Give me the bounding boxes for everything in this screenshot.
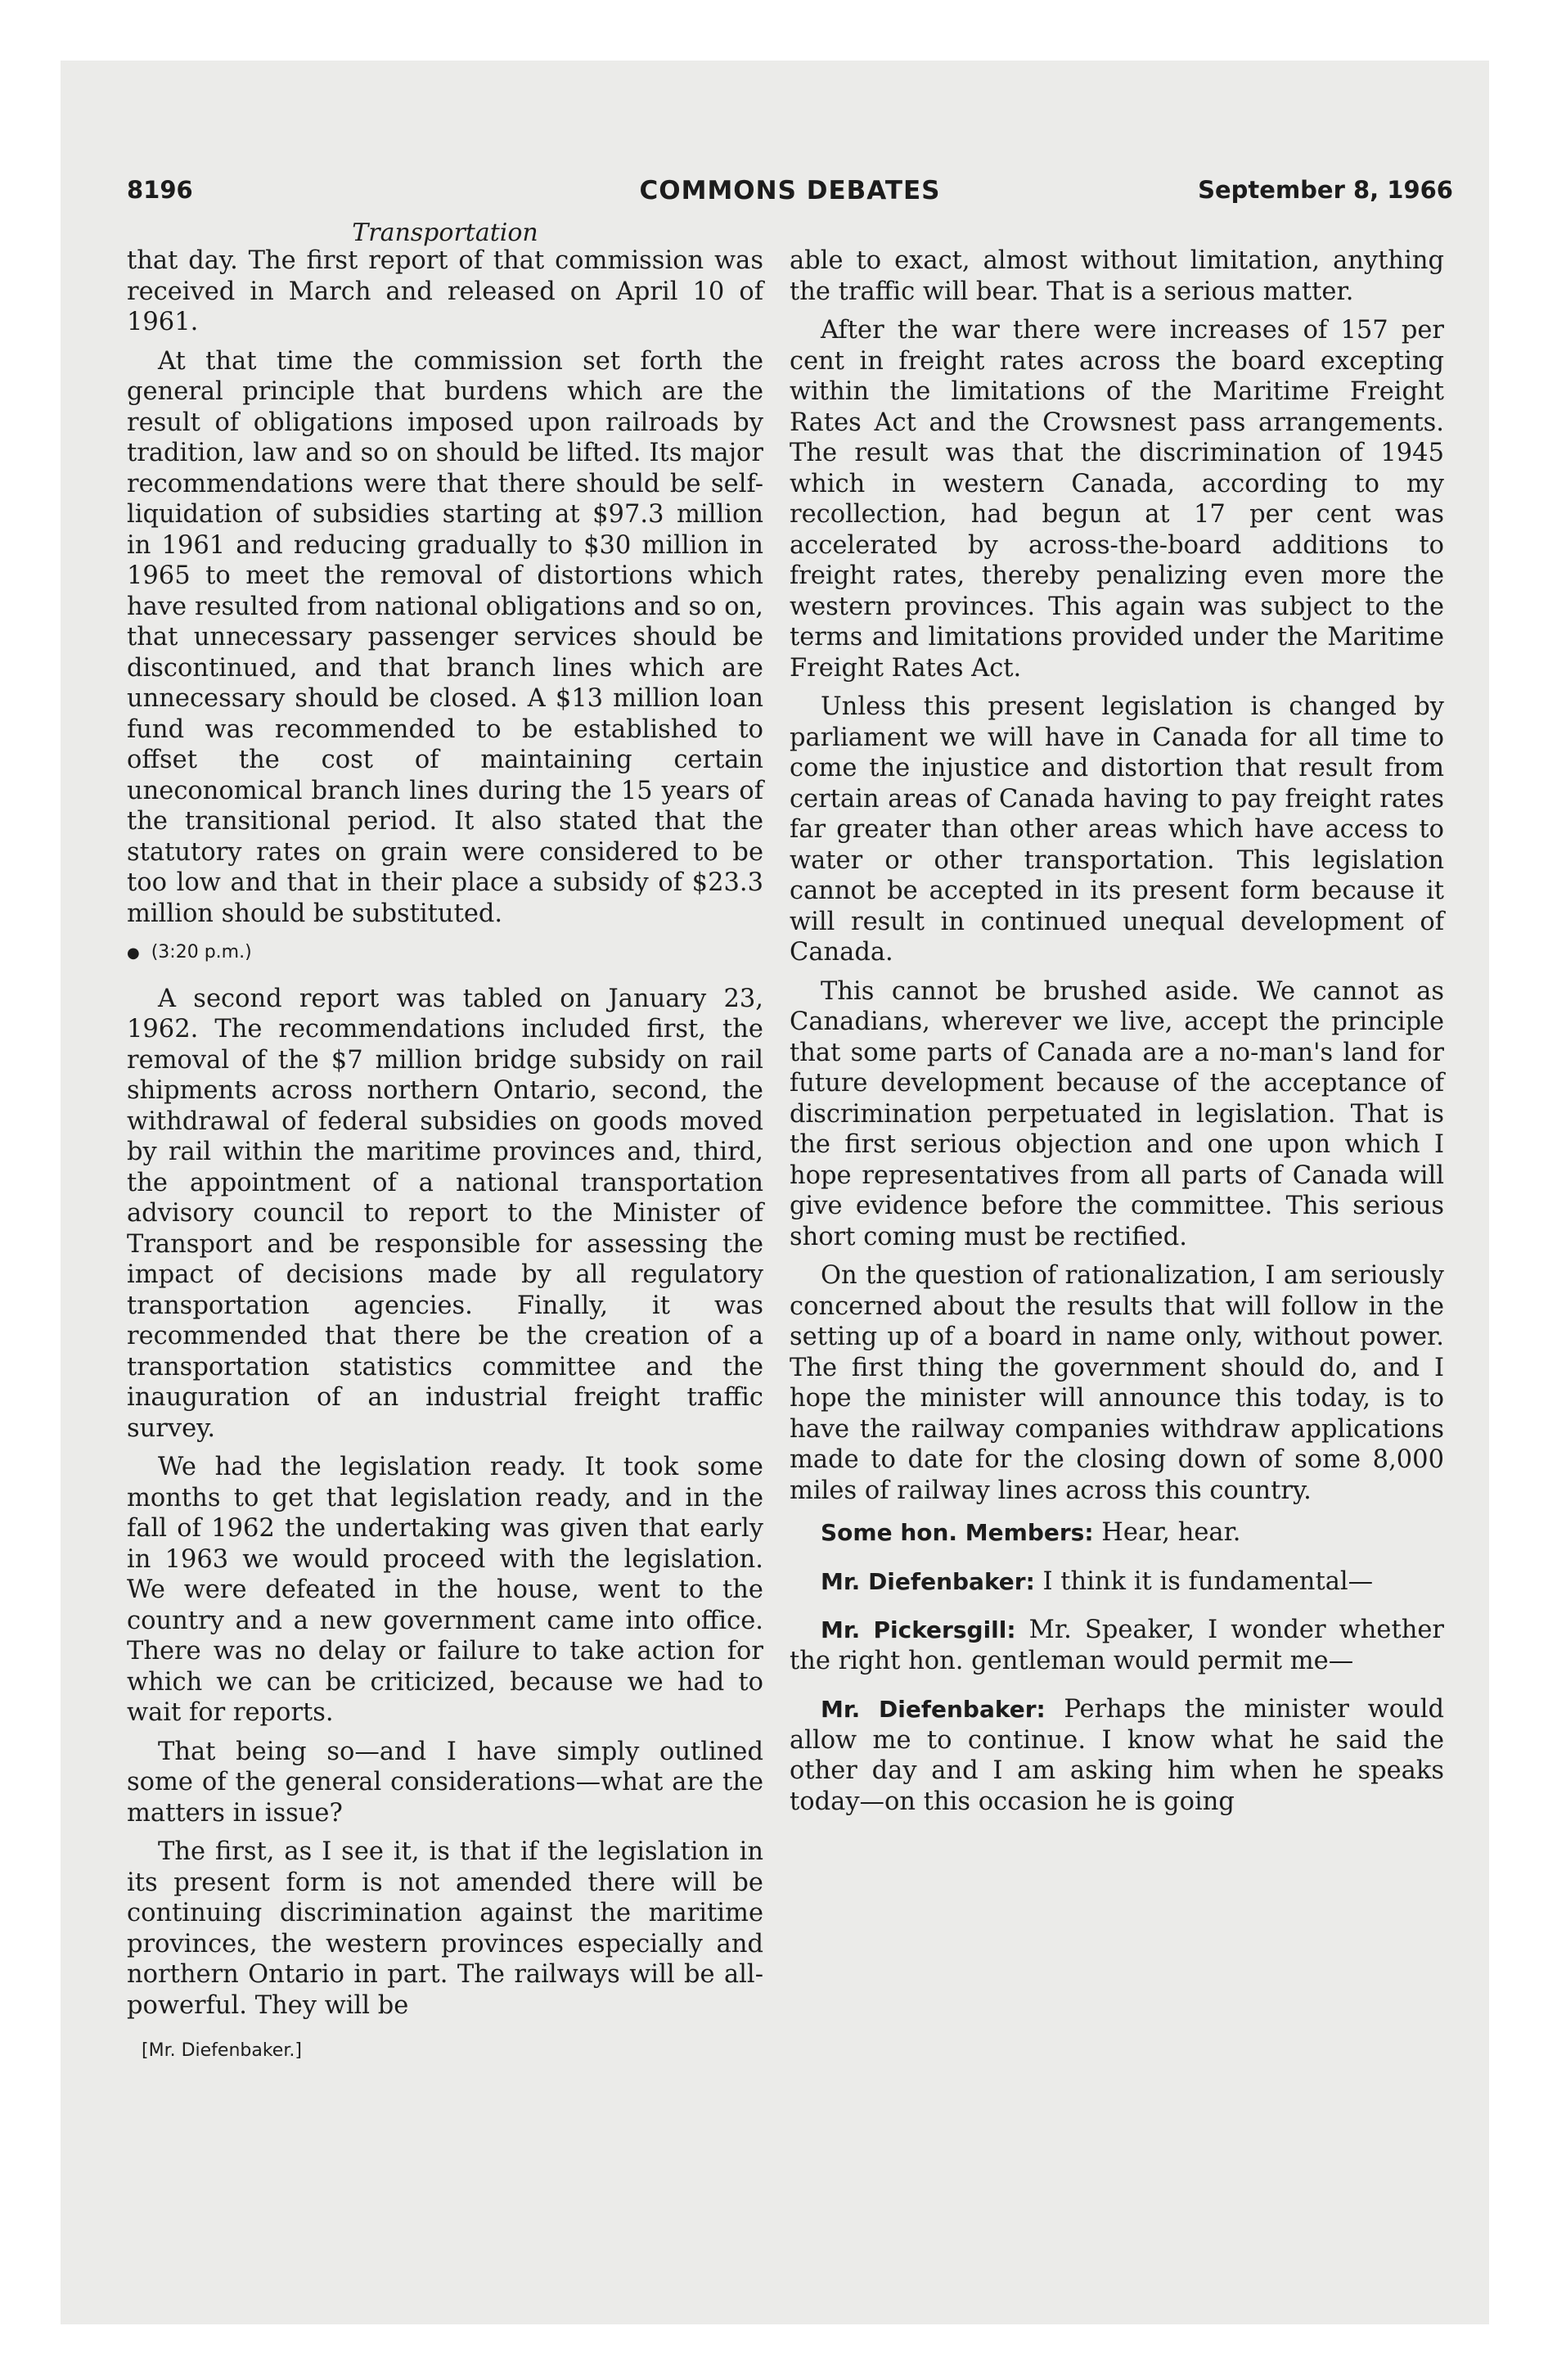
speech-text: I think it is fundamental—	[1042, 1566, 1374, 1596]
speech-text: Perhaps the minister would allow me to continue. I know what he said the other day and I am asking him when he speaks today—on this occasion he is going	[790, 1695, 1444, 1816]
page-date: September 8, 1966	[1198, 176, 1453, 204]
paragraph: At that time the commission set forth the general principle that burdens which are the result of obligations imposed upon railroads by tradition, law and so on should be lifted. Its major recommendations were that there should be self-liquidation of subsidies starting at $97.3 million in 1961 and reducing gradually to $30 million in 1965 to meet the removal of distortions which have resulted from national obligations and so on, that unnecessary passenger services should be discontinued, and that branch lines which are unnecessary should be closed. A $13 million loan fund was recommended to be established to offset the cost of maintaining certain uneconomical branch lines during the 15 years of the transitional period. It also stated that the statutory rates on grain were considered to be too low and that in their place a subsidy of $23.3 million should be substituted.	[127, 346, 763, 928]
speaker-name: Mr. Pickersgill:	[821, 1616, 1016, 1643]
left-column	[127, 246, 763, 2067]
paragraph: We had the legislation ready. It took some months to get that legislation ready, and in the fall of 1962 the undertaking was given that early in 1963 we would proceed with the legislation. We were defeated in the house, went to the country and a new government came into office. There was no delay or failure to take action for which we can be criticized, because we had to wait for reports.	[127, 1453, 763, 1727]
speech-text: Hear, hear.	[1101, 1518, 1241, 1547]
page-number: 8196	[127, 176, 193, 204]
paragraph: This cannot be brushed aside. We cannot as Canadians, wherever we live, accept the principle that some parts of Canada are a no-man's land for future development because of the acceptance of discrimination perpetuated in legislation. That is the first serious objection and one upon which I hope representatives from all parts of Canada will give evidence before the committee. This serious short coming must be rectified.	[790, 976, 1444, 1251]
speech	[790, 1615, 1444, 1676]
bullet-icon: ●	[127, 944, 140, 962]
section-title: Transportation	[352, 219, 538, 247]
speech	[790, 1566, 1444, 1598]
paragraph: That being so—and I have simply outlined some of the general considerations—what are the matters in issue?	[127, 1737, 763, 1828]
page-header	[127, 176, 1453, 225]
speaker-attribution: [Mr. Diefenbaker.]	[142, 2040, 302, 2061]
paragraph: A second report was tabled on January 23, 1962. The recommendations included first, the removal of the $7 million bridge subsidy on rail shipments across northern Ontario, second, the withdrawal of federal subsidies on goods moved by rail within the maritime provinces and, third, the appointment of a national transportation advisory council to report to the Minister of Transport and be responsible for assessing the impact of decisions made by all regulatory transportation agencies. Finally, it was recommended that there be the creation of a transportation statistics committee and the inauguration of an industrial freight traffic survey.	[127, 984, 763, 1443]
publication-title: COMMONS DEBATES	[639, 176, 941, 205]
paragraph: able to exact, almost without limitation, anything the traffic will bear. That is a serious matter.	[790, 246, 1444, 306]
paragraph: After the war there were increases of 157 per cent in freight rates across the board excepting within the limitations of the Maritime Freight Rates Act and the Crowsnest pass arrangements. The result was that the discrimination of 1945 which in western Canada, according to my recollection, had begun at 17 per cent was accelerated by across-the-board additions to freight rates, thereby penalizing even more the western provinces. This again was subject to the terms and limitations provided under the Maritime Freight Rates Act.	[790, 316, 1444, 683]
speech	[790, 1517, 1444, 1548]
timestamp	[127, 937, 763, 969]
speech	[790, 1694, 1444, 1817]
paragraph: The first, as I see it, is that if the legislation in its present form is not amended there will be continuing discrimination against the maritime provinces, the western provinces especially and northern Ontario in part. The railways will be all-powerful. They will be	[127, 1837, 763, 2020]
speaker-name: Some hon. Members:	[821, 1519, 1094, 1546]
speaker-name: Mr. Diefenbaker:	[821, 1567, 1035, 1595]
timestamp-text: (3:20 p.m.)	[151, 942, 252, 962]
paragraph: that day. The first report of that commission was received in March and released on April 10 of 1961.	[127, 246, 763, 336]
right-column	[790, 246, 1444, 1835]
speaker-name: Mr. Diefenbaker:	[821, 1696, 1046, 1723]
paragraph: Unless this present legislation is changed by parliament we will have in Canada for all time to come the injustice and distortion that result from certain areas of Canada having to pay freight rates far greater than other areas which have access to water or other transportation. This legislation cannot be accepted in its present form because it will result in continued unequal development of Canada.	[790, 692, 1444, 967]
speech-text: Mr. Speaker, I wonder whether the right hon. gentleman would permit me—	[790, 1616, 1444, 1675]
paragraph: On the question of rationalization, I am seriously concerned about the results that will follow in the setting up of a board in name only, without power. The first thing the government should do, and I hope the minister will announce this today, is to have the railway companies withdraw applications made to date for the closing down of some 8,000 miles of railway lines across this country.	[790, 1261, 1444, 1505]
